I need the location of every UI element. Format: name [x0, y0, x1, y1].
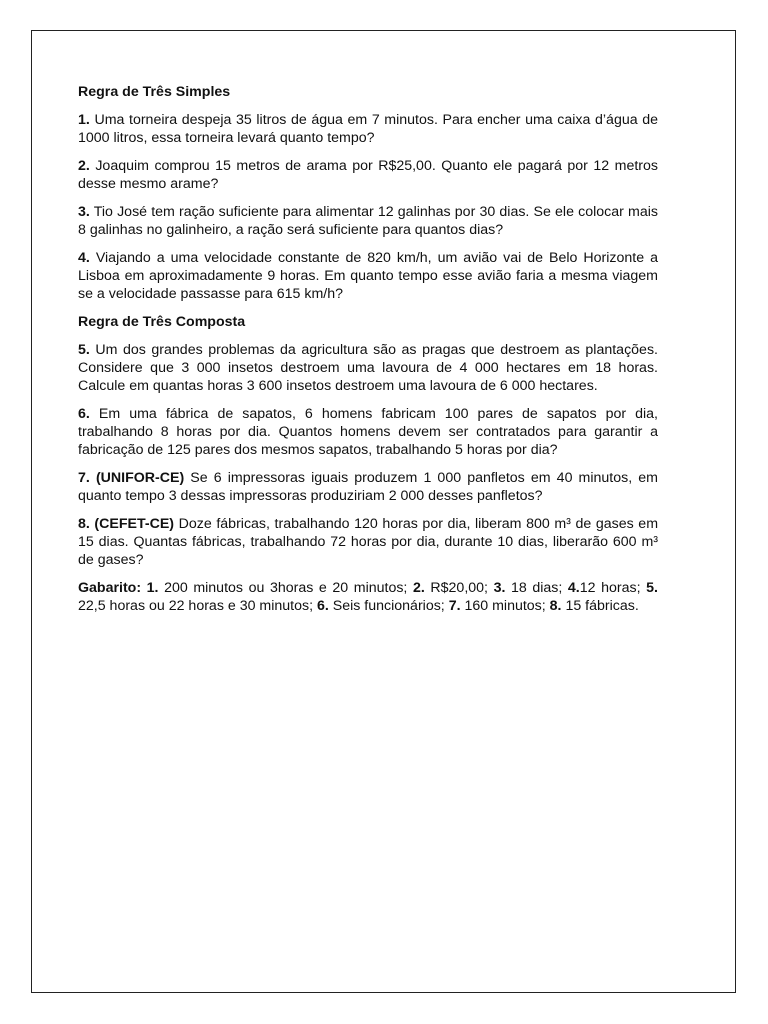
answer-number: 1.: [141, 580, 159, 596]
question-source: (UNIFOR-CE): [89, 470, 185, 486]
question-number: 3.: [78, 204, 90, 220]
question-number: 1.: [78, 112, 90, 128]
question-text: Se 6 impressoras iguais produzem 1 000 panfletos em 40 minutos, em quanto tempo 3 dessas impressoras produziriam 2 000 desses panfletos?: [78, 470, 658, 504]
question-3: [78, 203, 658, 239]
answer-text: 22,5 horas ou 22 horas e 30 minutos;: [78, 598, 317, 614]
question-8: [78, 515, 658, 569]
question-5: [78, 341, 658, 395]
question-number: 8.: [78, 516, 90, 532]
answer-number: 7.: [448, 598, 461, 614]
answer-text: 12 horas;: [579, 580, 647, 596]
answer-key: [78, 579, 658, 615]
question-7: [78, 469, 658, 505]
question-number: 6.: [78, 406, 90, 422]
question-2: [78, 157, 658, 193]
answer-number: 4.: [567, 580, 580, 596]
question-text: Viajando a uma velocidade constante de 820 km/h, um avião vai de Belo Horizonte a Lisboa em aproximadamente 9 horas. Em quanto tempo esse avião faria a mesma viagem se a velocidade passasse para 615 km/h?: [78, 250, 658, 302]
question-text: Uma torneira despeja 35 litros de água em 7 minutos. Para encher uma caixa d’água de 1000 litros, essa torneira levará quanto tempo?: [78, 112, 658, 146]
question-number: 5.: [78, 342, 90, 358]
section-title-simple: Regra de Três Simples: [78, 84, 231, 100]
question-text: Joaquim comprou 15 metros de arama por R$25,00. Quanto ele pagará por 12 metros desse mesmo arame?: [78, 158, 658, 192]
question-1: [78, 111, 658, 147]
answer-number: 3.: [493, 580, 506, 596]
document-content: [78, 83, 658, 625]
answer-key-label: Gabarito:: [78, 580, 142, 596]
answer-number: 2.: [412, 580, 425, 596]
question-6: [78, 405, 658, 459]
question-number: 2.: [78, 158, 90, 174]
question-4: [78, 249, 658, 303]
question-text: Um dos grandes problemas da agricultura são as pragas que destroem as plantações. Considere que 3 000 insetos destroem uma lavoura de 4 000 hectares em 18 horas. Calcule em quantas horas 3 600 insetos destroem uma lavoura de 6 000 hectares.: [78, 342, 658, 394]
question-source: (CEFET-CE): [89, 516, 175, 532]
question-number: 4.: [78, 250, 90, 266]
answer-text: 160 minutos;: [460, 598, 550, 614]
answer-number: 6.: [316, 598, 329, 614]
question-number: 7.: [78, 470, 90, 486]
answer-number: 5.: [646, 580, 658, 596]
question-text: Em uma fábrica de sapatos, 6 homens fabricam 100 pares de sapatos por dia, trabalhando 8 horas por dia. Quantos homens devem ser contratados para garantir a fabricação de 125 pares dos mesmos sapatos, trabalhando 5 horas por dia?: [78, 406, 658, 458]
section-title-compound: Regra de Três Composta: [78, 314, 246, 330]
answer-text: 18 dias;: [505, 580, 568, 596]
answer-text: 200 minutos ou 3horas e 20 minutos;: [158, 580, 413, 596]
answer-text: 15 fábricas.: [561, 598, 639, 614]
question-text: Tio José tem ração suficiente para alimentar 12 galinhas por 30 dias. Se ele colocar mais 8 galinhas no galinheiro, a ração será suficiente para quantos dias?: [78, 204, 658, 238]
answer-text: Seis funcionários;: [328, 598, 449, 614]
answer-number: 8.: [549, 598, 562, 614]
question-text: Doze fábricas, trabalhando 120 horas por dia, liberam 800 m³ de gases em 15 dias. Quantas fábricas, trabalhando 72 horas por dia, durante 10 dias, liberarão 600 m³ de gases?: [78, 516, 659, 568]
answer-text: R$20,00;: [424, 580, 494, 596]
